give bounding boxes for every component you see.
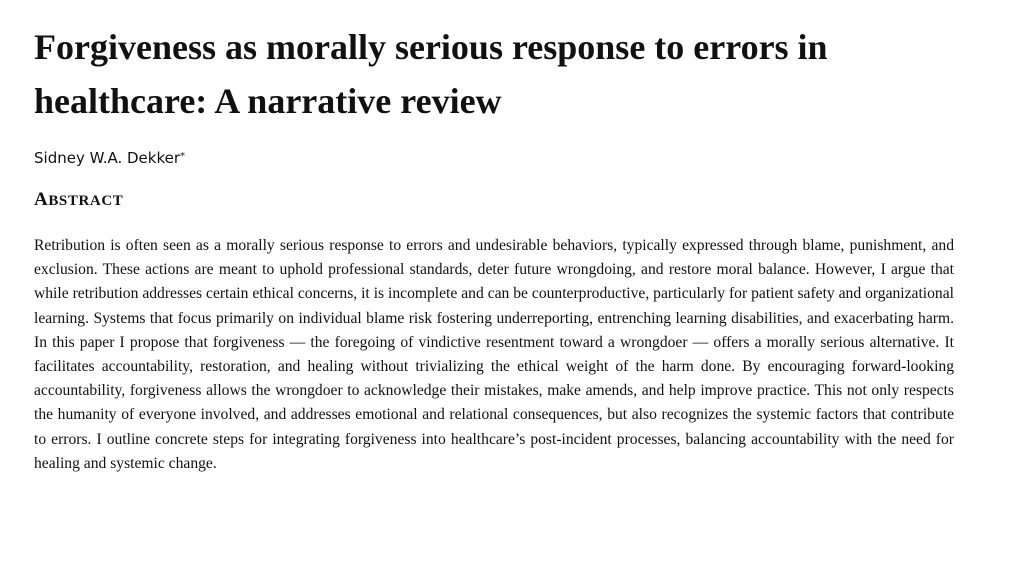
author-footnote-mark: *: [180, 151, 186, 162]
abstract-heading-rest: BSTRACT: [48, 193, 124, 209]
author-name-text: Sidney W.A. Dekker: [34, 149, 181, 167]
abstract-heading: [34, 188, 123, 213]
abstract-heading-initial: A: [34, 189, 49, 210]
author-name: [34, 148, 185, 168]
paper-title: Forgiveness as morally serious response to errors in healthcare: A narrative review: [34, 27, 828, 121]
abstract-body: Retribution is often seen as a morally serious response to errors and undesirable behaviors, typically expressed through blame, punishment, and exclusion. These actions are meant to uphold professional standards, deter future wrongdoing, and restore moral balance. However, I argue that while retribution addresses certain ethical concerns, it is incomplete and can be counterproductive, particularly for patient safety and organizational learning. Systems that focus primarily on individual blame risk fostering underreporting, entrenching learning disabilities, and exacerbating harm. In this paper I propose that forgiveness — the foregoing of vindictive resentment toward a wrongdoer — offers a morally serious alternative. It facilitates accountability, restoration, and healing without trivializing the ethical weight of the harm done. By encouraging forward-looking accountability, forgiveness allows the wrongdoer to acknowledge their mistakes, make amends, and help improve practice. This not only respects the humanity of everyone involved, and addresses emotional and relational consequences, but also recognizes the systemic factors that contribute to errors. I outline concrete steps for integrating forgiveness into healthcare’s post-incident processes, balancing accountability with the need for healing and systemic change.: [34, 237, 954, 472]
